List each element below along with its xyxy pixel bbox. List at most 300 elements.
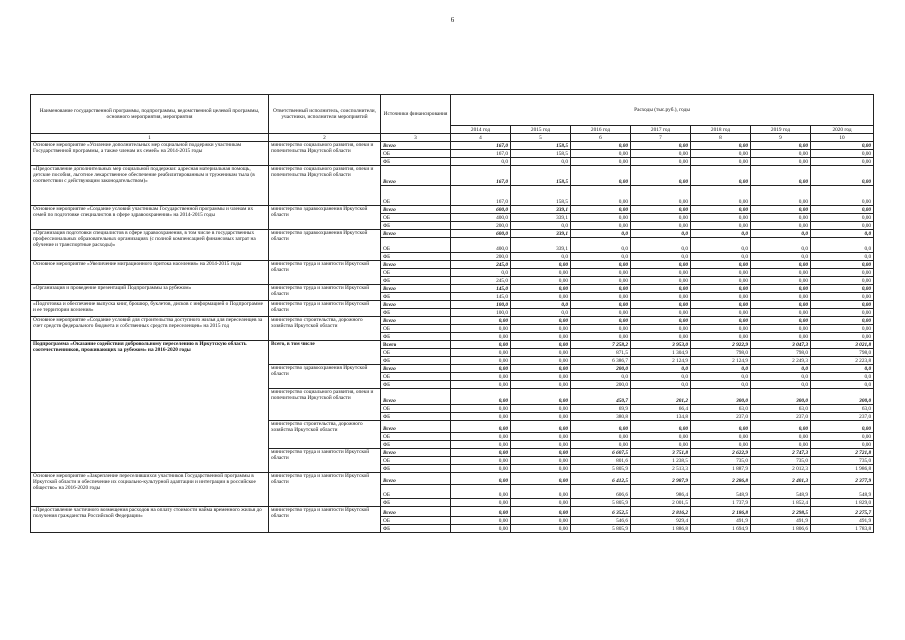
value-cell: 0,00 (511, 457, 571, 465)
value-cell: 0,00 (691, 293, 751, 301)
table-row (31, 317, 874, 325)
value-cell: 0,0 (631, 238, 691, 253)
value-cell: 380,8 (571, 413, 631, 421)
value-cell: 0,00 (811, 269, 874, 277)
funding-source-cell: ФБ (381, 222, 451, 230)
executor-cell: министерство труда и занятости Иркутской области (269, 473, 381, 507)
value-cell: 0,00 (811, 441, 874, 449)
value-cell: 0,0 (751, 381, 811, 389)
funding-source-cell: ФБ (381, 465, 451, 473)
value-cell: 200,0 (451, 253, 511, 261)
value-cell: 1 886,8 (631, 525, 691, 533)
executor-cell: министерство социального развития, опеки и попечительства Иркутской области (269, 142, 381, 166)
value-cell: 0,00 (571, 158, 631, 166)
value-cell: 0,00 (451, 433, 511, 441)
value-cell: 0,00 (811, 166, 874, 186)
value-cell: 0,0 (511, 222, 571, 230)
value-cell: 0,00 (571, 166, 631, 186)
value-cell: 0,00 (631, 317, 691, 325)
value-cell: 0,00 (811, 206, 874, 214)
value-cell: 0,00 (691, 214, 751, 222)
page-number: 6 (450, 16, 455, 24)
value-cell: 798,0 (811, 349, 874, 357)
value-cell: 0,00 (691, 277, 751, 285)
value-cell: 0,0 (811, 253, 874, 261)
value-cell: 0,00 (571, 269, 631, 277)
value-cell: 0,00 (811, 277, 874, 285)
value-cell: 986,4 (631, 485, 691, 499)
value-cell: 735,0 (811, 457, 874, 465)
value-cell: 0,00 (751, 269, 811, 277)
value-cell: 2 622,9 (691, 449, 751, 457)
value-cell: 0,00 (511, 357, 571, 365)
table-row (31, 142, 874, 150)
value-cell: 0,00 (571, 433, 631, 441)
header-executor: Ответственный исполнитель, соисполнители, участники, исполнители мероприятий (269, 95, 381, 134)
value-cell: 0,00 (571, 301, 631, 309)
header-year: 2018 год (691, 126, 751, 134)
program-name-cell: «Организация подготовки специалистов в сфере здравоохранения, в том числе в государственных профессиональных образовательных организациях (с полной компенсацией финансовых затрат на обучение и транспортные расходы)» (31, 230, 269, 261)
value-cell: 0,0 (631, 230, 691, 238)
value-cell: 134,8 (631, 413, 691, 421)
table-row (31, 206, 874, 214)
value-cell: 0,00 (751, 150, 811, 158)
program-name-cell: Подпрограмма «Оказание содействия добровольному переселению в Иркутскую область соотечественников, проживающих за рубежом» на 2016-2020 годы (31, 341, 269, 473)
value-cell: 2 286,8 (691, 473, 751, 485)
value-cell: 0,00 (691, 441, 751, 449)
value-cell: 0,0 (631, 253, 691, 261)
value-cell: 0,00 (571, 309, 631, 317)
value-cell: 0,00 (451, 457, 511, 465)
value-cell: 0,00 (511, 293, 571, 301)
value-cell: 0,00 (691, 261, 751, 269)
header-col-number: 10 (811, 134, 874, 142)
value-cell: 0,00 (811, 293, 874, 301)
header-year: 2017 год (631, 126, 691, 134)
value-cell: 2 747,3 (751, 449, 811, 457)
value-cell: 0,00 (631, 150, 691, 158)
value-cell: 167,0 (451, 166, 511, 186)
value-cell: 0,00 (451, 525, 511, 533)
value-cell: 0,0 (691, 373, 751, 381)
value-cell: 63,0 (691, 405, 751, 413)
value-cell: 0,00 (691, 433, 751, 441)
value-cell: 0,00 (571, 333, 631, 341)
funding-source-cell: ФБ (381, 499, 451, 507)
table-row (31, 473, 874, 485)
value-cell: 0,00 (811, 433, 874, 441)
value-cell: 0,00 (751, 261, 811, 269)
header-year: 2014 год (451, 126, 511, 134)
value-cell: 0,0 (691, 230, 751, 238)
value-cell: 3 047,3 (751, 341, 811, 349)
value-cell: 0,00 (751, 441, 811, 449)
value-cell: 0,00 (751, 301, 811, 309)
value-cell: 0,00 (811, 214, 874, 222)
budget-table (30, 94, 874, 533)
value-cell: 0,00 (571, 150, 631, 158)
value-cell: 245,0 (451, 261, 511, 269)
value-cell: 0,00 (751, 206, 811, 214)
value-cell: 0,00 (571, 441, 631, 449)
value-cell: 201,2 (631, 389, 691, 405)
value-cell: 0,00 (631, 158, 691, 166)
value-cell: 491,9 (811, 517, 874, 525)
funding-source-cell: ФБ (381, 309, 451, 317)
value-cell: 0,00 (631, 421, 691, 433)
value-cell: 0,00 (751, 325, 811, 333)
program-name-cell: Основное мероприятие «Создание условий участникам Государственной программы и членам их семей по подготовке специалистов в сфере здравоохранения» на 2014-2015 годы (31, 206, 269, 230)
value-cell: 0,00 (511, 341, 571, 349)
value-cell: 0,0 (511, 253, 571, 261)
table-row (31, 166, 874, 186)
value-cell: 69,9 (571, 405, 631, 413)
program-name-cell: «Предоставление частичного возмещения расходов на оплату стоимости найма временного жилья до получения гражданства Российской Федерации» (31, 507, 269, 533)
value-cell: 2 124,9 (631, 357, 691, 365)
header-col-number: 1 (31, 134, 269, 142)
value-cell: 237,0 (691, 413, 751, 421)
value-cell: 0,00 (571, 214, 631, 222)
value-cell: 0,00 (631, 222, 691, 230)
executor-cell: министерство строительства, дорожного хозяйства Иркутской области (269, 317, 381, 341)
executor-cell: министерство строительства, дорожного хозяйства Иркутской области (269, 421, 381, 449)
value-cell: 5 805,9 (571, 465, 631, 473)
value-cell: 0,00 (511, 465, 571, 473)
value-cell: 200,0 (571, 365, 631, 373)
value-cell: 0,00 (511, 421, 571, 433)
value-cell: 0,00 (691, 325, 751, 333)
value-cell: 0,00 (751, 285, 811, 293)
table-row (31, 230, 874, 238)
value-cell: 0,00 (751, 317, 811, 325)
value-cell: 400,0 (451, 214, 511, 222)
table-row (31, 341, 874, 349)
executor-cell: министерство труда и занятости Иркутской области (269, 449, 381, 473)
funding-source-cell: Всего (381, 449, 451, 457)
value-cell: 1 806,6 (751, 525, 811, 533)
value-cell: 0,00 (511, 333, 571, 341)
value-cell: 0,0 (811, 365, 874, 373)
value-cell: 0,00 (631, 325, 691, 333)
header-name: Наименование государственной программы, подпрограммы, ведомственной целевой программы, основного мероприятия, мероприятия (31, 95, 269, 134)
value-cell: 600,0 (451, 206, 511, 214)
value-cell: 0,00 (511, 525, 571, 533)
value-cell: 145,0 (451, 293, 511, 301)
value-cell: 0,0 (751, 230, 811, 238)
value-cell: 5 805,9 (571, 525, 631, 533)
funding-source-cell: ФБ (381, 253, 451, 261)
funding-source-cell: Всего (381, 421, 451, 433)
value-cell: 0,00 (511, 365, 571, 373)
value-cell: 0,00 (751, 158, 811, 166)
value-cell: 0,00 (511, 277, 571, 285)
value-cell: 0,0 (571, 253, 631, 261)
value-cell: 200,0 (451, 222, 511, 230)
value-cell: 2 001,5 (631, 499, 691, 507)
value-cell: 0,00 (631, 142, 691, 150)
funding-source-cell: ОБ (381, 186, 451, 206)
value-cell: 0,0 (631, 381, 691, 389)
value-cell: 2 922,9 (691, 341, 751, 349)
value-cell: 0,0 (631, 373, 691, 381)
value-cell: 0,0 (691, 253, 751, 261)
header-year: 2020 год (811, 126, 874, 134)
value-cell: 1 852,4 (751, 499, 811, 507)
funding-source-cell: Всего (381, 206, 451, 214)
value-cell: 0,00 (811, 309, 874, 317)
value-cell: 0,00 (751, 186, 811, 206)
header-col-number: 2 (269, 134, 381, 142)
value-cell: 0,00 (631, 261, 691, 269)
value-cell: 2 721,8 (811, 449, 874, 457)
executor-cell: министерство труда и занятости Иркутской области (269, 507, 381, 533)
value-cell: 0,00 (691, 158, 751, 166)
value-cell: 158,5 (511, 186, 571, 206)
value-cell: 0,00 (511, 499, 571, 507)
value-cell: 0,00 (451, 473, 511, 485)
value-cell: 0,00 (451, 517, 511, 525)
value-cell: 5 805,9 (571, 499, 631, 507)
value-cell: 1 304,9 (631, 349, 691, 357)
value-cell: 735,0 (691, 457, 751, 465)
value-cell: 100,0 (451, 301, 511, 309)
value-cell: 0,00 (811, 222, 874, 230)
value-cell: 0,00 (571, 293, 631, 301)
header-year: 2016 год (571, 126, 631, 134)
value-cell: 0,00 (451, 499, 511, 507)
value-cell: 491,9 (751, 517, 811, 525)
header-col-number: 7 (631, 134, 691, 142)
value-cell: 2 186,8 (691, 507, 751, 517)
value-cell: 0,00 (751, 142, 811, 150)
table-header (31, 95, 874, 142)
value-cell: 0,00 (751, 166, 811, 186)
value-cell: 0,00 (571, 325, 631, 333)
value-cell: 0,00 (451, 373, 511, 381)
value-cell: 548,9 (691, 485, 751, 499)
value-cell: 0,00 (751, 222, 811, 230)
value-cell: 2 987,9 (631, 473, 691, 485)
value-cell: 0,0 (511, 309, 571, 317)
value-cell: 0,00 (511, 449, 571, 457)
value-cell: 245,0 (451, 277, 511, 285)
funding-source-cell: Всего (381, 473, 451, 485)
value-cell: 0,00 (511, 261, 571, 269)
value-cell: 1 829,0 (811, 499, 874, 507)
funding-source-cell: Всего (381, 389, 451, 405)
funding-source-cell: Всего (381, 341, 451, 349)
value-cell: 548,9 (751, 485, 811, 499)
header-col-number: 5 (511, 134, 571, 142)
value-cell: 0,00 (691, 150, 751, 158)
funding-source-cell: ОБ (381, 373, 451, 381)
header-year: 2019 год (751, 126, 811, 134)
value-cell: 339,1 (511, 214, 571, 222)
funding-source-cell: ФБ (381, 357, 451, 365)
value-cell: 0,00 (451, 365, 511, 373)
value-cell: 0,0 (571, 373, 631, 381)
value-cell: 1 783,8 (811, 525, 874, 533)
funding-source-cell: Всего (381, 285, 451, 293)
value-cell: 0,00 (451, 357, 511, 365)
value-cell: 0,00 (571, 421, 631, 433)
value-cell: 0,00 (691, 186, 751, 206)
value-cell: 3 751,8 (631, 449, 691, 457)
funding-source-cell: ОБ (381, 150, 451, 158)
program-name-cell: Основное мероприятие «Создание условий для строительства доступного жилья для переселенцев за счет средств федерального бюджета и собственных средств переселенцев» на 2015 год (31, 317, 269, 341)
funding-source-cell: ОБ (381, 457, 451, 465)
value-cell: 0,00 (631, 269, 691, 277)
value-cell: 0,00 (451, 507, 511, 517)
value-cell: 0,00 (811, 325, 874, 333)
value-cell: 0,00 (811, 261, 874, 269)
value-cell: 0,00 (811, 150, 874, 158)
value-cell: 0,00 (691, 166, 751, 186)
funding-source-cell: Всего (381, 261, 451, 269)
value-cell: 0,0 (691, 238, 751, 253)
header-col-number: 6 (571, 134, 631, 142)
funding-source-cell: ФБ (381, 277, 451, 285)
funding-source-cell: Всего (381, 166, 451, 186)
value-cell: 0,0 (751, 365, 811, 373)
value-cell: 167,0 (451, 186, 511, 206)
value-cell: 0,00 (811, 285, 874, 293)
value-cell: 0,00 (751, 214, 811, 222)
value-cell: 145,0 (451, 285, 511, 293)
value-cell: 0,00 (811, 158, 874, 166)
value-cell: 0,00 (451, 413, 511, 421)
program-name-cell: Основное мероприятие «Увеличение миграционного притока населения» на 2014-2015 годы (31, 261, 269, 285)
program-name-cell: «Предоставление дополнительных мер социальной поддержки: адресная материальная помощь, детские пособия, льготное лекарственное обеспечение реабилитированным и труженикам тыла (в соответствии с действующим законодательством)» (31, 166, 269, 206)
value-cell: 548,9 (811, 485, 874, 499)
value-cell: 1 986,8 (811, 465, 874, 473)
funding-source-cell: Всего (381, 365, 451, 373)
executor-cell: министерство здравоохранения Иркутской области (269, 365, 381, 389)
value-cell: 871,5 (571, 349, 631, 357)
table-row (31, 301, 874, 309)
value-cell: 546,6 (571, 517, 631, 525)
value-cell: 0,00 (511, 269, 571, 277)
value-cell: 0,00 (751, 293, 811, 301)
value-cell: 63,0 (811, 405, 874, 413)
funding-source-cell: Всего (381, 507, 451, 517)
value-cell: 0,00 (691, 317, 751, 325)
funding-source-cell: ОБ (381, 238, 451, 253)
value-cell: 0,00 (751, 421, 811, 433)
value-cell: 6 352,5 (571, 507, 631, 517)
value-cell: 237,0 (751, 413, 811, 421)
value-cell: 6 412,5 (571, 473, 631, 485)
value-cell: 801,6 (571, 457, 631, 465)
value-cell: 2 124,9 (691, 357, 751, 365)
value-cell: 0,00 (811, 142, 874, 150)
value-cell: 929,4 (631, 517, 691, 525)
value-cell: 300,0 (811, 389, 874, 405)
value-cell: 339,1 (511, 230, 571, 238)
value-cell: 0,00 (511, 389, 571, 405)
value-cell: 0,00 (571, 222, 631, 230)
value-cell: 237,0 (811, 413, 874, 421)
value-cell: 0,0 (751, 238, 811, 253)
value-cell: 63,0 (751, 405, 811, 413)
value-cell: 0,00 (691, 333, 751, 341)
value-cell: 2 298,5 (751, 507, 811, 517)
value-cell: 167,0 (451, 150, 511, 158)
value-cell: 0,0 (811, 238, 874, 253)
funding-source-cell: ФБ (381, 333, 451, 341)
value-cell: 0,00 (451, 389, 511, 405)
value-cell: 200,0 (571, 381, 631, 389)
executor-cell: министерство труда и занятости Иркутской области (269, 285, 381, 301)
value-cell: 0,00 (451, 485, 511, 499)
funding-source-cell: ФБ (381, 525, 451, 533)
value-cell: 0,00 (751, 309, 811, 317)
value-cell: 0,00 (631, 433, 691, 441)
value-cell: 0,00 (571, 277, 631, 285)
value-cell: 0,00 (451, 325, 511, 333)
header-col-number: 8 (691, 134, 751, 142)
funding-source-cell: ФБ (381, 413, 451, 421)
executor-cell: министерство здравоохранения Иркутской области (269, 206, 381, 230)
value-cell: 0,0 (511, 301, 571, 309)
value-cell: 0,00 (451, 449, 511, 457)
funding-source-cell: ОБ (381, 517, 451, 525)
value-cell: 0,00 (571, 186, 631, 206)
funding-source-cell: Всего (381, 142, 451, 150)
value-cell: 0,00 (511, 413, 571, 421)
value-cell: 2 249,3 (751, 357, 811, 365)
table-row (31, 285, 874, 293)
funding-source-cell: Всего (381, 317, 451, 325)
value-cell: 0,00 (631, 214, 691, 222)
value-cell: 0,00 (571, 142, 631, 150)
value-cell: 339,1 (511, 238, 571, 253)
funding-source-cell: ОБ (381, 214, 451, 222)
value-cell: 1 694,9 (691, 525, 751, 533)
value-cell: 0,00 (751, 277, 811, 285)
value-cell: 0,0 (751, 253, 811, 261)
value-cell: 0,00 (691, 222, 751, 230)
executor-cell: Всего, в том числе (269, 341, 381, 365)
value-cell: 798,0 (691, 349, 751, 357)
value-cell: 0,00 (691, 269, 751, 277)
funding-source-cell: ФБ (381, 441, 451, 449)
header-year: 2015 год (511, 126, 571, 134)
value-cell: 0,0 (571, 230, 631, 238)
value-cell: 0,00 (511, 441, 571, 449)
value-cell: 0,00 (451, 341, 511, 349)
program-name-cell: Основное мероприятие «Закрепление переселившихся участников Государственной программы в Иркутской области и обеспечение их социально-культурной адаптации и интеграции в российское общество» на 2016-2020 годы (31, 473, 269, 507)
executor-cell: министерство социального развития, опеки и попечительства Иркутской области (269, 389, 381, 421)
value-cell: 3 021,8 (811, 341, 874, 349)
value-cell: 0,00 (631, 309, 691, 317)
value-cell: 0,00 (631, 166, 691, 186)
funding-source-cell: ОБ (381, 269, 451, 277)
funding-source-cell: ФБ (381, 381, 451, 389)
value-cell: 0,00 (511, 485, 571, 499)
value-cell: 0,00 (631, 293, 691, 301)
funding-source-cell: ОБ (381, 349, 451, 357)
value-cell: 0,00 (631, 333, 691, 341)
funding-source-cell: ОБ (381, 485, 451, 499)
value-cell: 0,00 (511, 285, 571, 293)
value-cell: 0,00 (451, 441, 511, 449)
value-cell: 158,5 (511, 150, 571, 158)
value-cell: 0,00 (631, 301, 691, 309)
value-cell: 600,0 (451, 230, 511, 238)
value-cell: 7 258,2 (571, 341, 631, 349)
value-cell: 2 816,2 (631, 507, 691, 517)
